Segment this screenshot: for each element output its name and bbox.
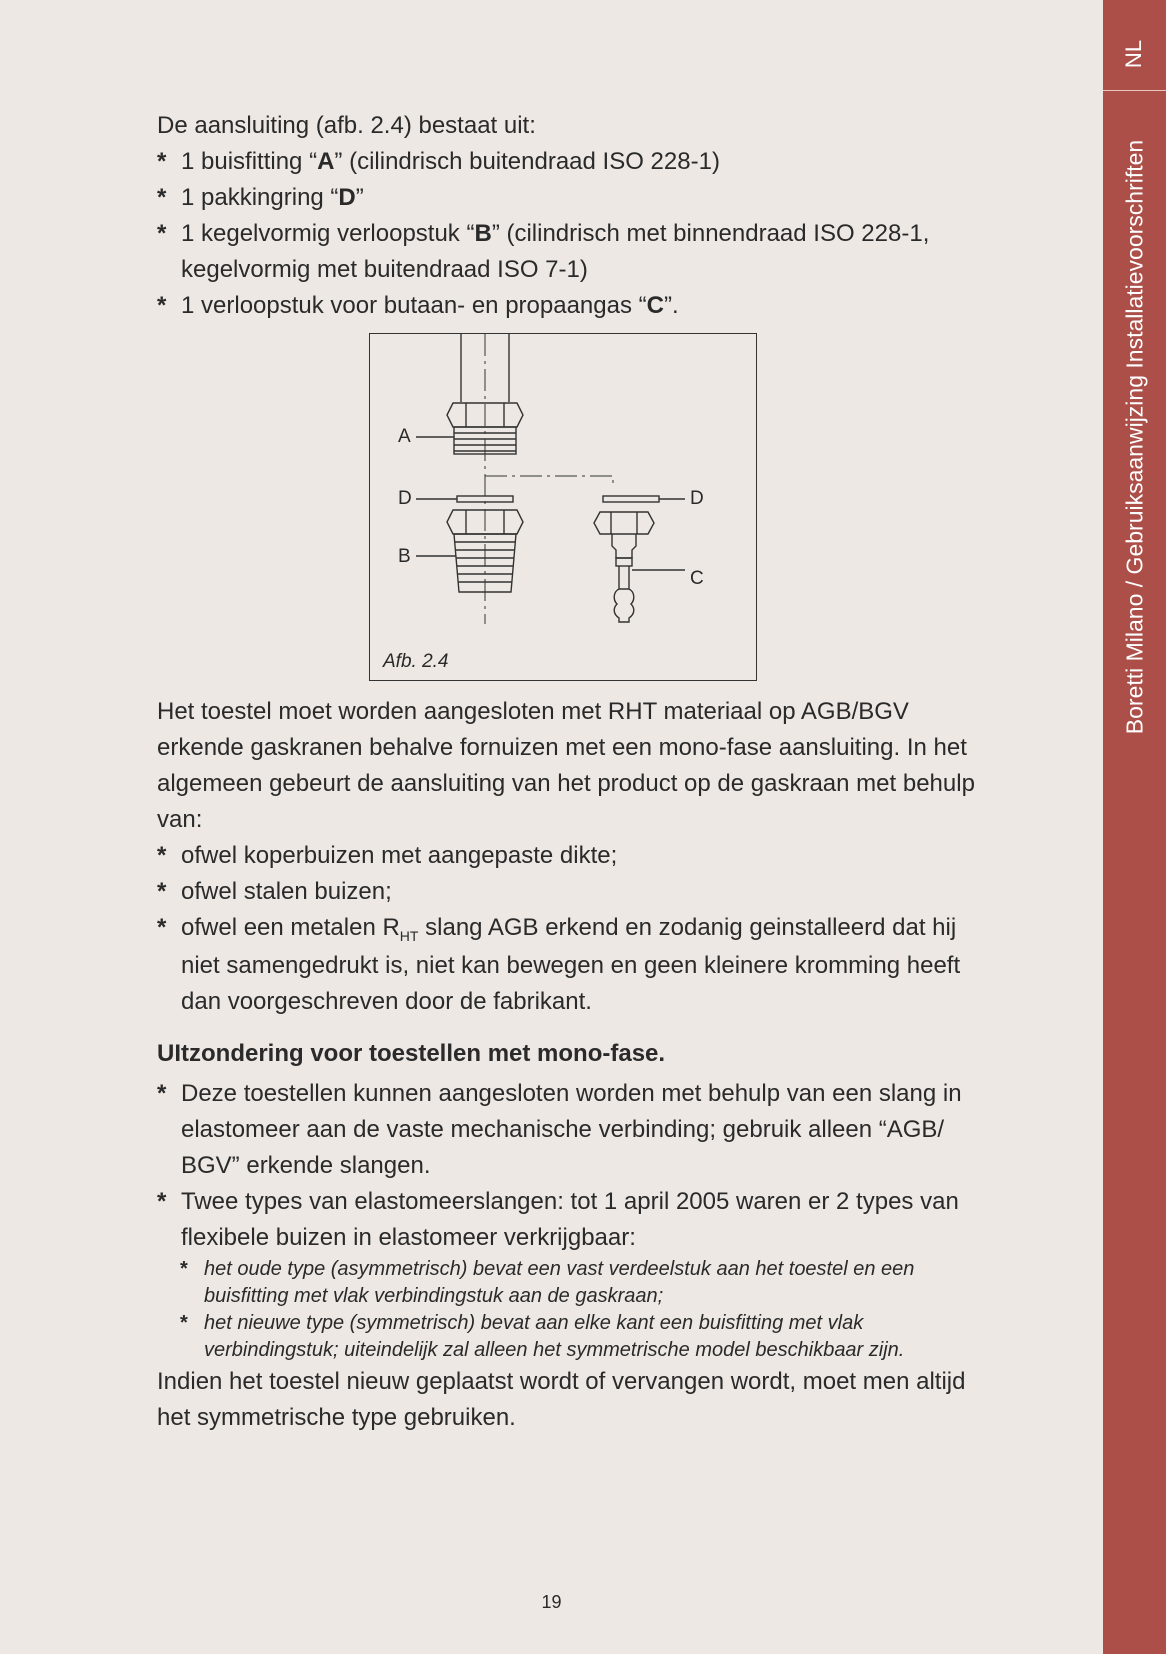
figure-caption: Afb. 2.4	[383, 651, 449, 672]
item-text: 1 kegelvormig verloopstuk “	[181, 220, 475, 247]
label-a: A	[398, 426, 411, 447]
sub-list-item	[157, 1310, 977, 1364]
page-number: 19	[541, 1592, 562, 1612]
item-text: Deze toestellen kunnen aangesloten worden met behulp van een slang in elastomeer aan de vaste mechanische verbinding; gebruik alleen “AGB/ BGV” erkende slangen.	[181, 1080, 962, 1179]
intro-text: De aansluiting (afb. 2.4) bestaat uit:	[157, 112, 536, 139]
list-item	[157, 216, 977, 288]
figure-connection-diagram	[369, 333, 757, 681]
item-text: 1 pakkingring “	[181, 184, 339, 211]
bullet-icon: *	[157, 1080, 167, 1107]
list-item	[157, 180, 977, 216]
body-paragraph: Het toestel moet worden aangesloten met RHT materiaal op AGB/BGV erkende gaskranen behalve fornuizen met een mono-fase aansluiting. In het algemeen gebeurt de aansluiting van het product op de gaskraan met behulp van:	[157, 698, 975, 833]
sub-list-item	[157, 1256, 977, 1310]
item-text: ”.	[663, 292, 679, 319]
item-bold-label: A	[317, 148, 335, 175]
list-item	[157, 874, 977, 910]
list-item	[157, 144, 977, 180]
sidebar	[1103, 0, 1166, 1654]
closing-paragraph: Indien het toestel nieuw geplaatst wordt of vervangen wordt, moet men altijd het symmetrische type gebruiken.	[157, 1368, 966, 1431]
bullet-icon: *	[157, 148, 167, 175]
sidebar-language-box	[1103, 0, 1166, 91]
label-c: C	[690, 568, 704, 589]
list-item	[157, 1076, 977, 1184]
bullet-icon: *	[180, 1312, 188, 1334]
options-list	[157, 838, 977, 1020]
label-b: B	[398, 546, 411, 567]
bullet-icon: *	[157, 878, 167, 905]
item-text: ” (cilindrisch buitendraad ISO 228-1)	[334, 148, 720, 175]
bullet-icon: *	[157, 184, 167, 211]
list-item	[157, 838, 977, 874]
bullet-icon: *	[157, 914, 167, 941]
item-text: ofwel een metalen R	[181, 914, 400, 941]
item-text: het oude type (asymmetrisch) bevat een vast verdeelstuk aan het toestel en een buisfitting met vlak verbindingstuk aan de gaskraan;	[204, 1258, 915, 1307]
label-d-right: D	[690, 488, 704, 509]
section-heading: UItzondering voor toestellen met mono-fase.	[157, 1040, 666, 1067]
item-text: 1 verloopstuk voor butaan- en propaangas “	[181, 292, 647, 319]
sidebar-title: Boretti Milano / Gebruiksaanwijzing Installatievoorschriften	[1121, 139, 1148, 735]
item-bold-label: B	[474, 220, 492, 247]
item-text: Twee types van elastomeerslangen: tot 1 april 2005 waren er 2 types van flexibele buizen in elastomeer verkrijgbaar:	[181, 1188, 959, 1251]
bullet-icon: *	[157, 220, 167, 247]
item-text: ofwel koperbuizen met aangepaste dikte;	[181, 842, 618, 869]
item-text: ” (cilindrisch met binnendraad ISO 228-1, kegelvormig met buitendraad ISO 7-1)	[181, 220, 930, 283]
label-d-left: D	[398, 488, 412, 509]
list-item	[157, 1184, 977, 1256]
language-label: NL	[1121, 39, 1146, 69]
item-bold-label: C	[646, 292, 664, 319]
parts-list	[157, 144, 977, 324]
bullet-icon: *	[157, 1188, 167, 1215]
list-item	[157, 910, 977, 1020]
item-bold-label: D	[338, 184, 356, 211]
item-text: ”	[355, 184, 364, 211]
bullet-icon: *	[157, 842, 167, 869]
main-content	[157, 108, 977, 1436]
list-item	[157, 288, 977, 324]
subscript: HT	[399, 928, 419, 944]
bullet-icon: *	[157, 292, 167, 319]
item-text: slang AGB erkend en zodanig geinstalleerd dat hij niet samengedrukt is, niet kan bewegen en geen kleinere kromming heeft dan voorgeschreven door de fabrikant.	[181, 914, 961, 1015]
item-text: 1 buisfitting “	[181, 148, 318, 175]
item-text: het nieuwe type (symmetrisch) bevat aan elke kant een buisfitting met vlak verbindingstuk; uiteindelijk zal alleen het symmetrische model beschikbaar zijn.	[204, 1312, 905, 1361]
bullet-icon: *	[180, 1258, 188, 1280]
item-text: ofwel stalen buizen;	[181, 878, 392, 905]
exceptions-list	[157, 1076, 977, 1364]
